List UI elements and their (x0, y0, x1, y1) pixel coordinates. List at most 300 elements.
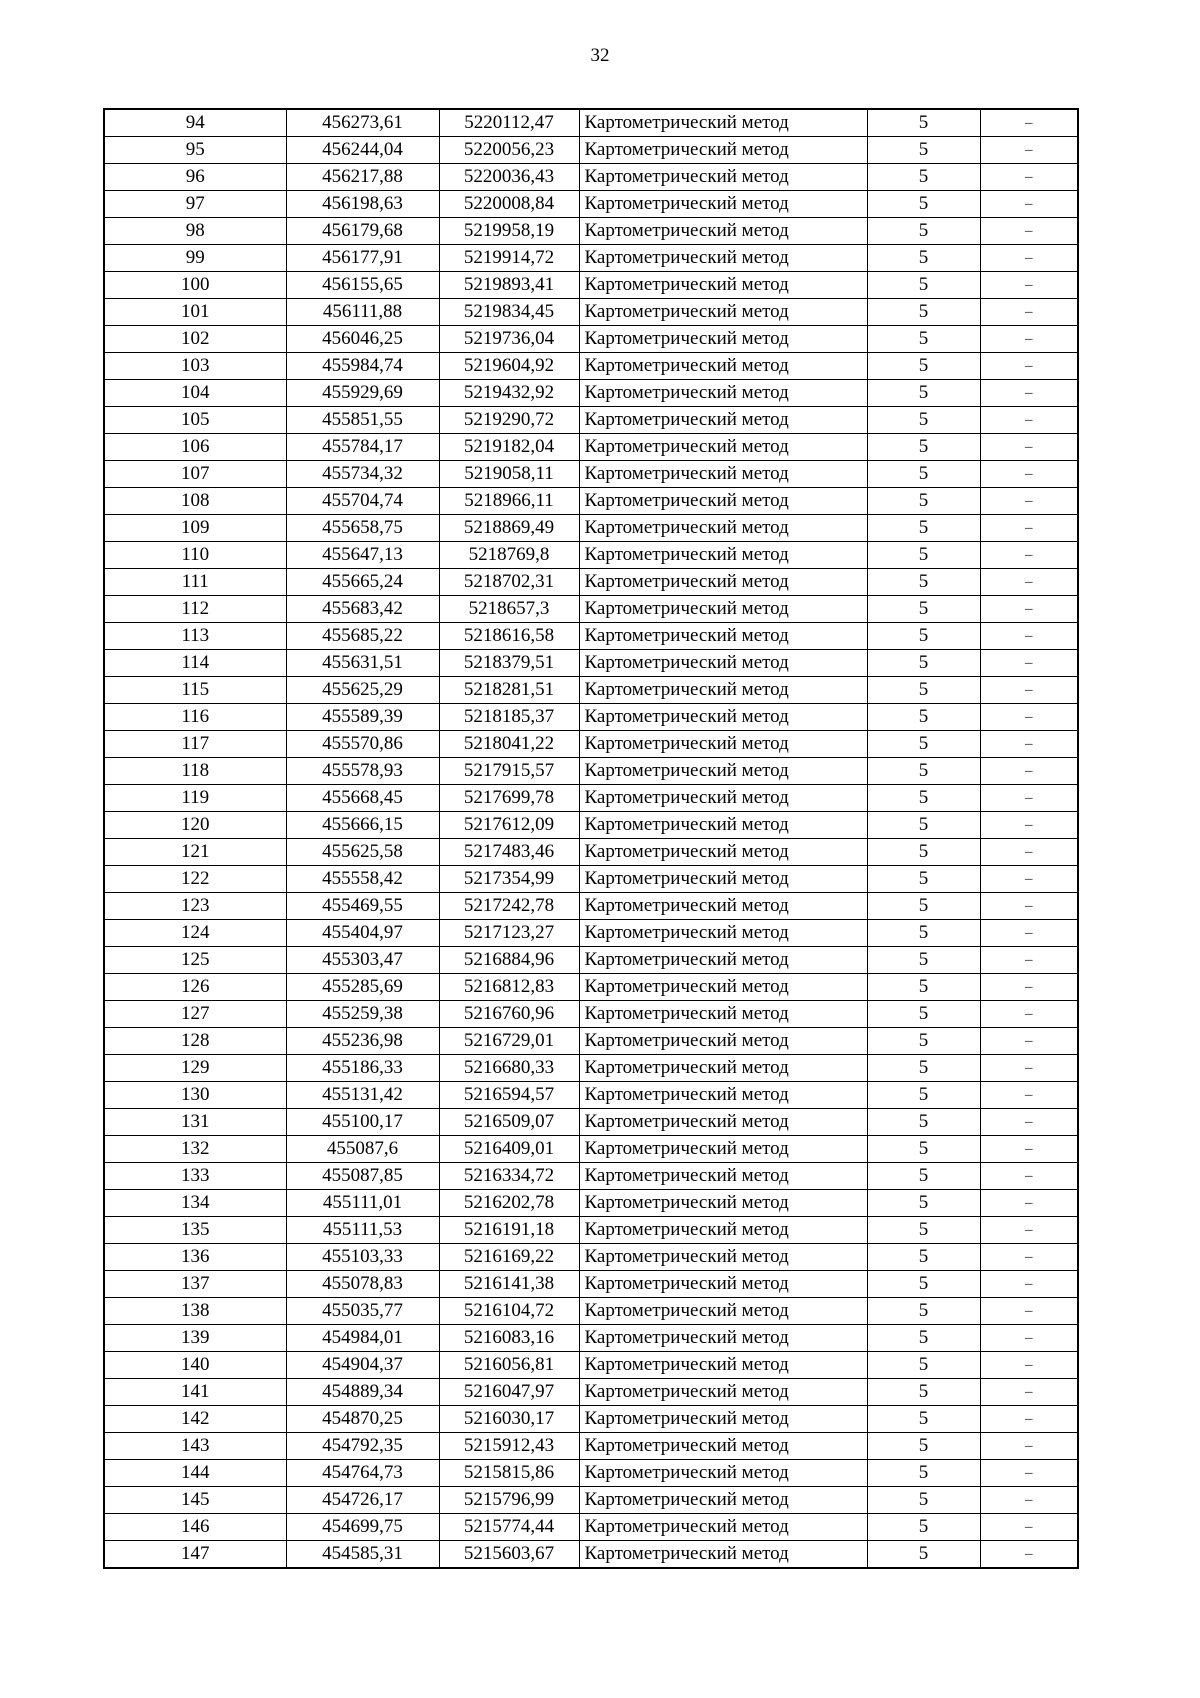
note-cell: – (980, 623, 1078, 650)
accuracy-cell: 5 (867, 353, 980, 380)
coordinates-table-body (104, 109, 1078, 1568)
note-cell: – (980, 1271, 1078, 1298)
accuracy-cell: 5 (867, 812, 980, 839)
point-number-cell: 139 (104, 1325, 286, 1352)
table-row (104, 758, 1078, 785)
point-number-cell: 120 (104, 812, 286, 839)
accuracy-cell: 5 (867, 758, 980, 785)
y-coordinate-cell: 5217242,78 (439, 893, 579, 920)
y-coordinate-cell: 5218702,31 (439, 569, 579, 596)
accuracy-cell: 5 (867, 1028, 980, 1055)
table-row (104, 1379, 1078, 1406)
table-row (104, 866, 1078, 893)
table-row (104, 380, 1078, 407)
point-number-cell: 129 (104, 1055, 286, 1082)
point-number-cell: 143 (104, 1433, 286, 1460)
x-coordinate-cell: 454870,25 (286, 1406, 439, 1433)
note-cell: – (980, 1244, 1078, 1271)
method-cell: Картометрический метод (579, 353, 867, 380)
x-coordinate-cell: 455111,01 (286, 1190, 439, 1217)
method-cell: Картометрический метод (579, 650, 867, 677)
table-row (104, 1136, 1078, 1163)
y-coordinate-cell: 5216030,17 (439, 1406, 579, 1433)
x-coordinate-cell: 455087,85 (286, 1163, 439, 1190)
note-cell: – (980, 731, 1078, 758)
y-coordinate-cell: 5218966,11 (439, 488, 579, 515)
accuracy-cell: 5 (867, 542, 980, 569)
point-number-cell: 112 (104, 596, 286, 623)
method-cell: Картометрический метод (579, 893, 867, 920)
point-number-cell: 146 (104, 1514, 286, 1541)
method-cell: Картометрический метод (579, 812, 867, 839)
x-coordinate-cell: 455078,83 (286, 1271, 439, 1298)
table-row (104, 1109, 1078, 1136)
y-coordinate-cell: 5215774,44 (439, 1514, 579, 1541)
note-cell: – (980, 380, 1078, 407)
method-cell: Картометрический метод (579, 1406, 867, 1433)
accuracy-cell: 5 (867, 1379, 980, 1406)
y-coordinate-cell: 5220112,47 (439, 109, 579, 137)
table-row (104, 1271, 1078, 1298)
table-row (104, 1244, 1078, 1271)
x-coordinate-cell: 454764,73 (286, 1460, 439, 1487)
table-row (104, 407, 1078, 434)
y-coordinate-cell: 5217483,46 (439, 839, 579, 866)
accuracy-cell: 5 (867, 569, 980, 596)
note-cell: – (980, 164, 1078, 191)
point-number-cell: 124 (104, 920, 286, 947)
y-coordinate-cell: 5216169,22 (439, 1244, 579, 1271)
point-number-cell: 100 (104, 272, 286, 299)
note-cell: – (980, 1298, 1078, 1325)
x-coordinate-cell: 454699,75 (286, 1514, 439, 1541)
point-number-cell: 97 (104, 191, 286, 218)
point-number-cell: 130 (104, 1082, 286, 1109)
point-number-cell: 94 (104, 109, 286, 137)
method-cell: Картометрический метод (579, 164, 867, 191)
note-cell: – (980, 542, 1078, 569)
y-coordinate-cell: 5216729,01 (439, 1028, 579, 1055)
method-cell: Картометрический метод (579, 488, 867, 515)
x-coordinate-cell: 455303,47 (286, 947, 439, 974)
table-row (104, 164, 1078, 191)
accuracy-cell: 5 (867, 1244, 980, 1271)
note-cell: – (980, 1055, 1078, 1082)
x-coordinate-cell: 455784,17 (286, 434, 439, 461)
x-coordinate-cell: 455087,6 (286, 1136, 439, 1163)
x-coordinate-cell: 455578,93 (286, 758, 439, 785)
method-cell: Картометрический метод (579, 1541, 867, 1569)
x-coordinate-cell: 455665,24 (286, 569, 439, 596)
y-coordinate-cell: 5216594,57 (439, 1082, 579, 1109)
note-cell: – (980, 1325, 1078, 1352)
accuracy-cell: 5 (867, 1001, 980, 1028)
y-coordinate-cell: 5217354,99 (439, 866, 579, 893)
accuracy-cell: 5 (867, 704, 980, 731)
table-row (104, 1190, 1078, 1217)
x-coordinate-cell: 455666,15 (286, 812, 439, 839)
method-cell: Картометрический метод (579, 515, 867, 542)
accuracy-cell: 5 (867, 137, 980, 164)
accuracy-cell: 5 (867, 109, 980, 137)
accuracy-cell: 5 (867, 1352, 980, 1379)
method-cell: Картометрический метод (579, 1136, 867, 1163)
x-coordinate-cell: 455236,98 (286, 1028, 439, 1055)
method-cell: Картометрический метод (579, 1352, 867, 1379)
accuracy-cell: 5 (867, 1487, 980, 1514)
accuracy-cell: 5 (867, 1271, 980, 1298)
method-cell: Картометрический метод (579, 866, 867, 893)
table-row (104, 569, 1078, 596)
x-coordinate-cell: 455851,55 (286, 407, 439, 434)
coordinates-table (103, 108, 1079, 1569)
accuracy-cell: 5 (867, 191, 980, 218)
x-coordinate-cell: 455404,97 (286, 920, 439, 947)
accuracy-cell: 5 (867, 920, 980, 947)
accuracy-cell: 5 (867, 515, 980, 542)
method-cell: Картометрический метод (579, 1433, 867, 1460)
y-coordinate-cell: 5219604,92 (439, 353, 579, 380)
point-number-cell: 95 (104, 137, 286, 164)
table-row (104, 947, 1078, 974)
method-cell: Картометрический метод (579, 785, 867, 812)
x-coordinate-cell: 455285,69 (286, 974, 439, 1001)
point-number-cell: 144 (104, 1460, 286, 1487)
point-number-cell: 132 (104, 1136, 286, 1163)
note-cell: – (980, 677, 1078, 704)
y-coordinate-cell: 5217915,57 (439, 758, 579, 785)
point-number-cell: 106 (104, 434, 286, 461)
method-cell: Картометрический метод (579, 1325, 867, 1352)
method-cell: Картометрический метод (579, 596, 867, 623)
method-cell: Картометрический метод (579, 1460, 867, 1487)
point-number-cell: 133 (104, 1163, 286, 1190)
accuracy-cell: 5 (867, 623, 980, 650)
note-cell: – (980, 758, 1078, 785)
y-coordinate-cell: 5219834,45 (439, 299, 579, 326)
y-coordinate-cell: 5217612,09 (439, 812, 579, 839)
note-cell: – (980, 1541, 1078, 1569)
point-number-cell: 101 (104, 299, 286, 326)
y-coordinate-cell: 5219058,11 (439, 461, 579, 488)
accuracy-cell: 5 (867, 272, 980, 299)
point-number-cell: 122 (104, 866, 286, 893)
note-cell: – (980, 515, 1078, 542)
y-coordinate-cell: 5216202,78 (439, 1190, 579, 1217)
table-row (104, 1325, 1078, 1352)
point-number-cell: 141 (104, 1379, 286, 1406)
accuracy-cell: 5 (867, 488, 980, 515)
point-number-cell: 121 (104, 839, 286, 866)
accuracy-cell: 5 (867, 947, 980, 974)
table-row (104, 1163, 1078, 1190)
x-coordinate-cell: 455259,38 (286, 1001, 439, 1028)
method-cell: Картометрический метод (579, 245, 867, 272)
note-cell: – (980, 1001, 1078, 1028)
table-row (104, 839, 1078, 866)
note-cell: – (980, 326, 1078, 353)
method-cell: Картометрический метод (579, 1487, 867, 1514)
accuracy-cell: 5 (867, 1082, 980, 1109)
note-cell: – (980, 1190, 1078, 1217)
method-cell: Картометрический метод (579, 569, 867, 596)
table-row (104, 137, 1078, 164)
x-coordinate-cell: 455103,33 (286, 1244, 439, 1271)
table-row (104, 1055, 1078, 1082)
accuracy-cell: 5 (867, 299, 980, 326)
accuracy-cell: 5 (867, 164, 980, 191)
accuracy-cell: 5 (867, 461, 980, 488)
note-cell: – (980, 704, 1078, 731)
method-cell: Картометрический метод (579, 1271, 867, 1298)
y-coordinate-cell: 5216104,72 (439, 1298, 579, 1325)
y-coordinate-cell: 5218041,22 (439, 731, 579, 758)
point-number-cell: 126 (104, 974, 286, 1001)
method-cell: Картометрический метод (579, 218, 867, 245)
accuracy-cell: 5 (867, 1406, 980, 1433)
table-row (104, 1028, 1078, 1055)
table-row (104, 542, 1078, 569)
note-cell: – (980, 1487, 1078, 1514)
table-row (104, 1460, 1078, 1487)
method-cell: Картометрический метод (579, 407, 867, 434)
y-coordinate-cell: 5216334,72 (439, 1163, 579, 1190)
note-cell: – (980, 218, 1078, 245)
table-row (104, 326, 1078, 353)
table-row (104, 109, 1078, 137)
method-cell: Картометрический метод (579, 137, 867, 164)
accuracy-cell: 5 (867, 1217, 980, 1244)
point-number-cell: 110 (104, 542, 286, 569)
table-row (104, 353, 1078, 380)
method-cell: Картометрический метод (579, 1163, 867, 1190)
table-row (104, 1406, 1078, 1433)
point-number-cell: 123 (104, 893, 286, 920)
point-number-cell: 134 (104, 1190, 286, 1217)
point-number-cell: 125 (104, 947, 286, 974)
point-number-cell: 140 (104, 1352, 286, 1379)
point-number-cell: 136 (104, 1244, 286, 1271)
table-row (104, 704, 1078, 731)
method-cell: Картометрический метод (579, 1109, 867, 1136)
method-cell: Картометрический метод (579, 1001, 867, 1028)
accuracy-cell: 5 (867, 218, 980, 245)
point-number-cell: 105 (104, 407, 286, 434)
note-cell: – (980, 812, 1078, 839)
note-cell: – (980, 1217, 1078, 1244)
note-cell: – (980, 1514, 1078, 1541)
accuracy-cell: 5 (867, 380, 980, 407)
y-coordinate-cell: 5217699,78 (439, 785, 579, 812)
method-cell: Картометрический метод (579, 272, 867, 299)
table-row (104, 1001, 1078, 1028)
note-cell: – (980, 353, 1078, 380)
method-cell: Картометрический метод (579, 839, 867, 866)
note-cell: – (980, 1028, 1078, 1055)
note-cell: – (980, 191, 1078, 218)
note-cell: – (980, 1352, 1078, 1379)
table-row (104, 1487, 1078, 1514)
accuracy-cell: 5 (867, 893, 980, 920)
point-number-cell: 147 (104, 1541, 286, 1569)
accuracy-cell: 5 (867, 245, 980, 272)
accuracy-cell: 5 (867, 1190, 980, 1217)
accuracy-cell: 5 (867, 596, 980, 623)
x-coordinate-cell: 456155,65 (286, 272, 439, 299)
table-row (104, 1433, 1078, 1460)
y-coordinate-cell: 5219893,41 (439, 272, 579, 299)
method-cell: Картометрический метод (579, 1514, 867, 1541)
note-cell: – (980, 893, 1078, 920)
note-cell: – (980, 109, 1078, 137)
accuracy-cell: 5 (867, 1163, 980, 1190)
y-coordinate-cell: 5219432,92 (439, 380, 579, 407)
y-coordinate-cell: 5220008,84 (439, 191, 579, 218)
y-coordinate-cell: 5215796,99 (439, 1487, 579, 1514)
x-coordinate-cell: 454792,35 (286, 1433, 439, 1460)
y-coordinate-cell: 5219290,72 (439, 407, 579, 434)
accuracy-cell: 5 (867, 1298, 980, 1325)
table-row (104, 1541, 1078, 1569)
x-coordinate-cell: 455631,51 (286, 650, 439, 677)
x-coordinate-cell: 455704,74 (286, 488, 439, 515)
note-cell: – (980, 839, 1078, 866)
table-row (104, 731, 1078, 758)
note-cell: – (980, 1460, 1078, 1487)
x-coordinate-cell: 455685,22 (286, 623, 439, 650)
note-cell: – (980, 947, 1078, 974)
method-cell: Картометрический метод (579, 326, 867, 353)
table-row (104, 218, 1078, 245)
y-coordinate-cell: 5218281,51 (439, 677, 579, 704)
table-row (104, 785, 1078, 812)
x-coordinate-cell: 454904,37 (286, 1352, 439, 1379)
x-coordinate-cell: 455558,42 (286, 866, 439, 893)
table-row (104, 893, 1078, 920)
y-coordinate-cell: 5218869,49 (439, 515, 579, 542)
x-coordinate-cell: 455683,42 (286, 596, 439, 623)
method-cell: Картометрический метод (579, 731, 867, 758)
method-cell: Картометрический метод (579, 758, 867, 785)
x-coordinate-cell: 456046,25 (286, 326, 439, 353)
table-row (104, 434, 1078, 461)
method-cell: Картометрический метод (579, 704, 867, 731)
table-row (104, 461, 1078, 488)
method-cell: Картометрический метод (579, 380, 867, 407)
y-coordinate-cell: 5216812,83 (439, 974, 579, 1001)
x-coordinate-cell: 455186,33 (286, 1055, 439, 1082)
y-coordinate-cell: 5219958,19 (439, 218, 579, 245)
point-number-cell: 119 (104, 785, 286, 812)
note-cell: – (980, 650, 1078, 677)
method-cell: Картометрический метод (579, 974, 867, 1001)
table-row (104, 191, 1078, 218)
x-coordinate-cell: 455984,74 (286, 353, 439, 380)
y-coordinate-cell: 5219182,04 (439, 434, 579, 461)
table-row (104, 812, 1078, 839)
point-number-cell: 99 (104, 245, 286, 272)
point-number-cell: 108 (104, 488, 286, 515)
y-coordinate-cell: 5218769,8 (439, 542, 579, 569)
table-row (104, 488, 1078, 515)
y-coordinate-cell: 5216760,96 (439, 1001, 579, 1028)
point-number-cell: 104 (104, 380, 286, 407)
y-coordinate-cell: 5220036,43 (439, 164, 579, 191)
note-cell: – (980, 434, 1078, 461)
point-number-cell: 109 (104, 515, 286, 542)
y-coordinate-cell: 5215815,86 (439, 1460, 579, 1487)
y-coordinate-cell: 5219736,04 (439, 326, 579, 353)
note-cell: – (980, 245, 1078, 272)
note-cell: – (980, 596, 1078, 623)
page-number: 32 (590, 45, 610, 66)
y-coordinate-cell: 5216409,01 (439, 1136, 579, 1163)
x-coordinate-cell: 455131,42 (286, 1082, 439, 1109)
method-cell: Картометрический метод (579, 1217, 867, 1244)
note-cell: – (980, 569, 1078, 596)
x-coordinate-cell: 455625,58 (286, 839, 439, 866)
accuracy-cell: 5 (867, 407, 980, 434)
x-coordinate-cell: 456111,88 (286, 299, 439, 326)
x-coordinate-cell: 455929,69 (286, 380, 439, 407)
point-number-cell: 131 (104, 1109, 286, 1136)
method-cell: Картометрический метод (579, 1244, 867, 1271)
table-row (104, 677, 1078, 704)
note-cell: – (980, 866, 1078, 893)
x-coordinate-cell: 455469,55 (286, 893, 439, 920)
accuracy-cell: 5 (867, 731, 980, 758)
x-coordinate-cell: 455647,13 (286, 542, 439, 569)
method-cell: Картометрический метод (579, 542, 867, 569)
point-number-cell: 118 (104, 758, 286, 785)
point-number-cell: 127 (104, 1001, 286, 1028)
method-cell: Картометрический метод (579, 947, 867, 974)
table-row (104, 1082, 1078, 1109)
point-number-cell: 114 (104, 650, 286, 677)
x-coordinate-cell: 455570,86 (286, 731, 439, 758)
method-cell: Картометрический метод (579, 434, 867, 461)
note-cell: – (980, 1136, 1078, 1163)
accuracy-cell: 5 (867, 839, 980, 866)
note-cell: – (980, 137, 1078, 164)
accuracy-cell: 5 (867, 1055, 980, 1082)
accuracy-cell: 5 (867, 1460, 980, 1487)
method-cell: Картометрический метод (579, 677, 867, 704)
point-number-cell: 103 (104, 353, 286, 380)
table-row (104, 1298, 1078, 1325)
note-cell: – (980, 1406, 1078, 1433)
x-coordinate-cell: 456179,68 (286, 218, 439, 245)
method-cell: Картометрический метод (579, 191, 867, 218)
point-number-cell: 115 (104, 677, 286, 704)
point-number-cell: 96 (104, 164, 286, 191)
x-coordinate-cell: 456217,88 (286, 164, 439, 191)
accuracy-cell: 5 (867, 650, 980, 677)
x-coordinate-cell: 456273,61 (286, 109, 439, 137)
note-cell: – (980, 1433, 1078, 1460)
point-number-cell: 145 (104, 1487, 286, 1514)
point-number-cell: 111 (104, 569, 286, 596)
y-coordinate-cell: 5220056,23 (439, 137, 579, 164)
table-row (104, 245, 1078, 272)
x-coordinate-cell: 454984,01 (286, 1325, 439, 1352)
table-row (104, 515, 1078, 542)
method-cell: Картометрический метод (579, 1055, 867, 1082)
table-row (104, 920, 1078, 947)
accuracy-cell: 5 (867, 1433, 980, 1460)
y-coordinate-cell: 5215603,67 (439, 1541, 579, 1569)
accuracy-cell: 5 (867, 1109, 980, 1136)
